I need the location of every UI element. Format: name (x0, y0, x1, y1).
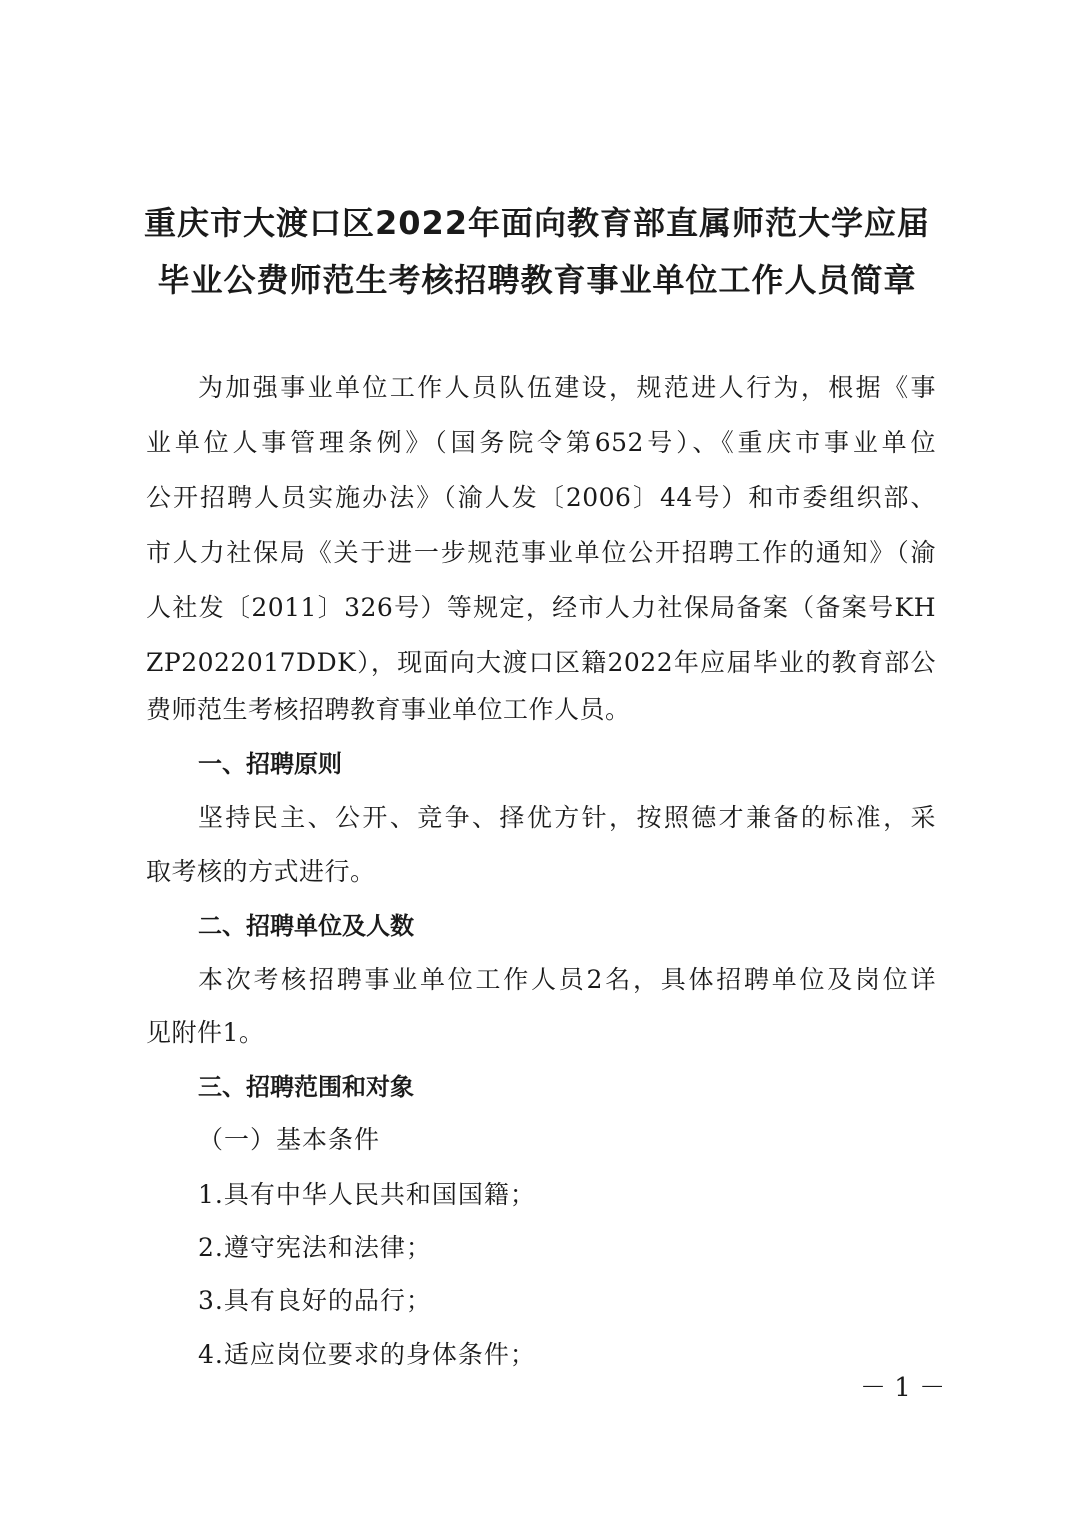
condition-item: 4.适应岗位要求的身体条件； (198, 1340, 536, 1369)
document-title-line-2: 毕业公费师范生考核招聘教育事业单位工作人员简章 (157, 261, 917, 299)
intro-line: ZP2022017DDK），现面向大渡口区籍2022年应届毕业的教育部公 (146, 648, 936, 677)
intro-line: 业单位人事管理条例》（国务院令第652号）、《重庆市事业单位 (146, 428, 936, 457)
section-1-line: 取考核的方式进行。 (146, 857, 376, 886)
section-2-line: 见附件1。 (146, 1018, 265, 1047)
intro-line: 人社发〔2011〕326号）等规定，经市人力社保局备案（备案号KH (146, 593, 936, 622)
section-2-line: 本次考核招聘事业单位工作人员2名，具体招聘单位及岗位详 (198, 965, 936, 994)
section-heading-principles: 一、招聘原则 (198, 750, 342, 778)
condition-item: 1.具有中华人民共和国国籍； (198, 1180, 536, 1209)
condition-item: 2.遵守宪法和法律； (198, 1233, 432, 1262)
section-heading-units: 二、招聘单位及人数 (198, 912, 414, 940)
intro-line: 市人力社保局《关于进一步规范事业单位公开招聘工作的通知》（渝 (146, 538, 936, 567)
intro-line: 为加强事业单位工作人员队伍建设，规范进人行为，根据《事 (198, 373, 936, 402)
intro-line: 费师范生考核招聘教育事业单位工作人员。 (146, 695, 631, 724)
section-heading-scope: 三、招聘范围和对象 (198, 1073, 414, 1101)
subsection-heading-basic-conditions: （一）基本条件 (198, 1125, 381, 1154)
section-1-line: 坚持民主、公开、竞争、择优方针，按照德才兼备的标准，采 (198, 803, 936, 832)
intro-line: 公开招聘人员实施办法》（渝人发〔2006〕44号）和市委组织部、 (146, 483, 936, 512)
document-title-line-1: 重庆市大渡口区2022年面向教育部直属师范大学应届 (143, 204, 931, 242)
page-number: － 1 － (860, 1373, 946, 1403)
condition-item: 3.具有良好的品行； (198, 1286, 432, 1315)
